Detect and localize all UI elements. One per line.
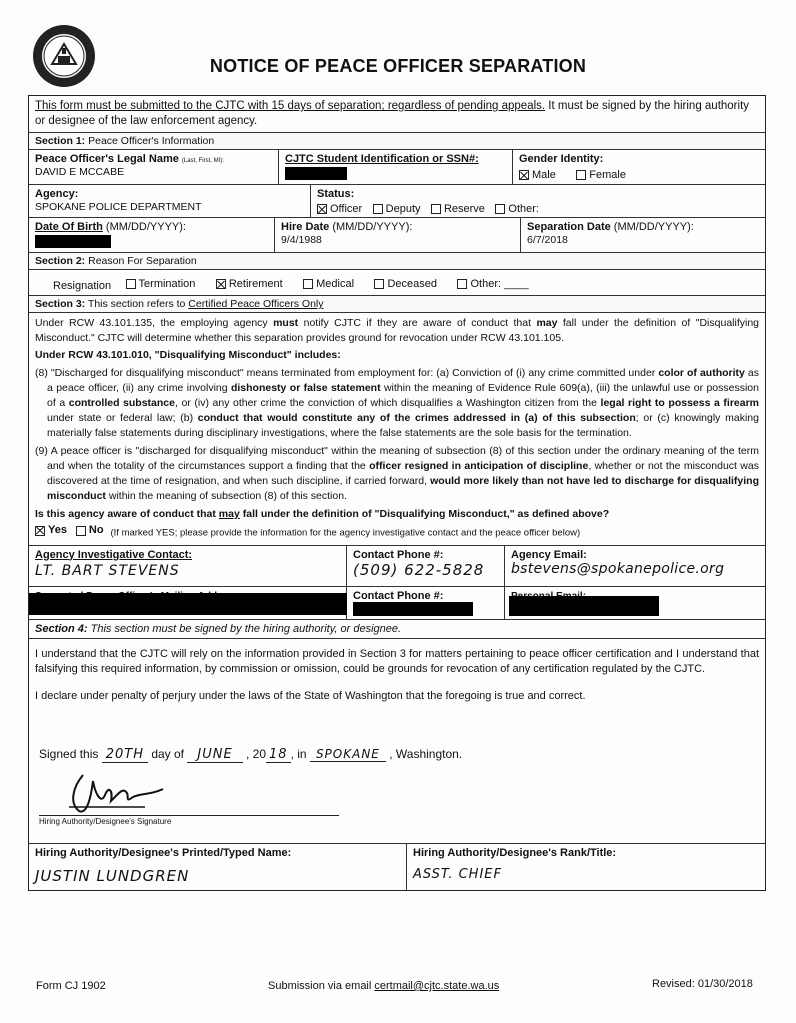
status-deputy-checkbox[interactable] — [373, 204, 383, 214]
separation-form — [28, 95, 766, 891]
officer-name-row — [29, 150, 765, 185]
status-reserve-checkbox[interactable] — [431, 204, 441, 214]
personal-email-cell — [505, 587, 765, 619]
signed-date-line: Signed this 20TH day of JUNE , 20 18 , in SPOKANE , Washington. — [39, 746, 463, 762]
signature-caption: Hiring Authority/Designee's Signature — [39, 815, 339, 826]
signed-month-value[interactable]: JUNE — [187, 747, 242, 763]
section-3-heading: Section 3: This section refers to Certified Peace Officers Only — [29, 296, 765, 313]
misconduct-answer: Yes No (If marked YES; please provide the information for the agency investigative contact and the peace officer below) — [29, 523, 765, 541]
reason-termination-checkbox[interactable] — [126, 279, 136, 289]
status-officer-checkbox[interactable] — [317, 204, 327, 214]
signed-day-value[interactable]: 20TH — [102, 747, 148, 763]
redacted-officer-phone — [353, 602, 473, 616]
hire-date-value[interactable]: 9/4/1988 — [281, 234, 322, 246]
officer-phone-cell: Contact Phone #: — [347, 587, 505, 619]
legal-name-cell: Peace Officer's Legal Name (Last, First, MI): DAVID E MCCABE — [29, 150, 279, 184]
signed-year-value[interactable]: 18 — [266, 747, 291, 763]
subsection-9: (9) A peace officer is "discharged for disqualifying misconduct" within the meaning of subsection (8) of this section under the ordinary meaning of the term and when the totality of the circumstances support a finding that the officer resigned in anticipation of discipline, whether or not the misconduct was discovered at the time of resignation, and when such discipline, if carried forward, would more likely than not have led to discharge for disqualifying misconduct within the meaning of subsection (8) of this section. — [35, 445, 759, 502]
status-cell: Status: Officer Deputy Reserve Other: — [317, 188, 539, 215]
officer-contact-row — [29, 587, 765, 620]
mailing-address-cell — [29, 587, 347, 619]
redacted-personal-email — [509, 596, 659, 616]
hire-date-cell: Hire Date (MM/DD/YYYY): 9/4/1988 — [275, 218, 521, 252]
printed-name-value[interactable]: JUSTIN LUNDGREN — [35, 866, 190, 885]
form-intro: This form must be submitted to the CJTC with 15 days of separation; regardless of pending appeals. It must be signed by the hiring authority or designee of the law enforcement agency. — [29, 96, 765, 133]
signature-image — [65, 767, 175, 817]
reason-other-checkbox[interactable] — [457, 279, 467, 289]
reason-deceased-checkbox[interactable] — [374, 279, 384, 289]
rank-title-cell: Hiring Authority/Designee's Rank/Title: ASST. CHIEF — [407, 844, 765, 890]
dob-cell: Date Of Birth (MM/DD/YYYY): — [29, 218, 275, 252]
investigative-contact-row — [29, 546, 765, 587]
submission-note: Submission via email certmail@cjtc.state.wa.us — [268, 980, 500, 992]
section-4-body — [29, 647, 765, 844]
printed-name-row — [29, 844, 765, 890]
redacted-mailing-address — [29, 593, 347, 615]
rcw-135-paragraph: Under RCW 43.101.135, the employing agency must notify CJTC if they are aware of conduct that may fall under the definition of "Disqualifying Misconduct." CJTC will determine whether this separation provides ground for revocation under RCW 43.101.105. — [35, 317, 760, 344]
status-other-checkbox[interactable] — [495, 204, 505, 214]
agency-cell: Agency: SPOKANE POLICE DEPARTMENT — [29, 185, 311, 217]
perjury-statement: I declare under penalty of perjury under the laws of the State of Washington that the foregoing is true and correct. — [35, 689, 586, 702]
answer-no-checkbox[interactable] — [76, 526, 86, 536]
separation-reason-row: Resignation Termination Retirement Medical Deceased Other: ____ — [29, 270, 765, 296]
gender-cell: Gender Identity: Male Female — [519, 153, 626, 181]
inv-contact-cell: Agency Investigative Contact: LT. BART STEVENS — [29, 546, 347, 586]
revised-date: Revised: 01/30/2018 — [652, 978, 753, 990]
agency-status-row — [29, 185, 765, 218]
printed-name-cell: Hiring Authority/Designee's Printed/Typed Name: JUSTIN LUNDGREN — [29, 844, 407, 890]
section-1-heading: Section 1: Peace Officer's Information — [29, 133, 765, 150]
answer-yes-checkbox[interactable] — [35, 526, 45, 536]
separation-date-value[interactable]: 6/7/2018 — [527, 234, 568, 246]
subsection-8: (8) "Discharged for disqualifying misconduct" means terminated from employment for: (a) Conviction of (i) any crime committed under color of authority as a peace officer, (ii) any crime involving dishonesty or false statement within the meaning of Evidence Rule 609(a), (iii) the unlawful use or possession of a controlled substance, or (iv) any other crime the conviction of which disqualifies a Washington citizen from the legal right to possess a firearm under state or federal law; (b) conduct that would constitute any of the crimes addressed in (a) of this subsection; or (c) knowingly making materially false statements during disciplinary investigations, where the false statements are the sole basis for the termination. — [35, 367, 760, 439]
dates-row — [29, 218, 765, 253]
section-3-body — [29, 313, 765, 546]
rank-title-value[interactable]: ASST. CHIEF — [413, 866, 502, 882]
separation-date-cell: Separation Date (MM/DD/YYYY): 6/7/2018 — [521, 218, 765, 252]
inv-contact-value[interactable]: LT. BART STEVENS — [35, 562, 180, 579]
form-id: Form CJ 1902 — [36, 980, 106, 992]
misconduct-question: Is this agency aware of conduct that may fall under the definition of "Disqualifying Misconduct," as defined above? — [35, 508, 610, 520]
agency-value[interactable]: SPOKANE POLICE DEPARTMENT — [35, 201, 202, 213]
student-id-cell: CJTC Student Identification or SSN#: — [279, 150, 513, 184]
reason-medical-checkbox[interactable] — [303, 279, 313, 289]
agency-email-cell: Agency Email: bstevens@spokanepolice.org — [505, 546, 765, 586]
contact-phone-value[interactable]: (509) 622-5828 — [353, 560, 485, 579]
contact-phone-cell: Contact Phone #: (509) 622-5828 — [347, 546, 505, 586]
submission-email-link[interactable]: certmail@cjtc.state.wa.us — [374, 980, 500, 992]
legal-name-value[interactable]: DAVID E MCCABE — [35, 166, 125, 178]
certification-statement: I understand that the CJTC will rely on the information provided in Section 3 for matters pertaining to peace officer certification and I understand that falsifying this required information, by commission or omission, could be grounds for revocation of any certification regulated by the CJTC. — [35, 647, 759, 675]
agency-email-value[interactable]: bstevens@spokanepolice.org — [511, 560, 725, 577]
section-2-heading: Section 2: Reason For Separation — [29, 253, 765, 270]
rcw-010-heading: Under RCW 43.101.010, "Disqualifying Misconduct" includes: — [35, 349, 341, 361]
reason-retirement-checkbox[interactable] — [216, 279, 226, 289]
gender-female-checkbox[interactable] — [576, 170, 586, 180]
section-4-heading: Section 4: This section must be signed by the hiring authority, or designee. — [29, 620, 765, 639]
redacted-dob — [35, 235, 111, 248]
redacted-student-id — [285, 167, 347, 180]
page-title: NOTICE OF PEACE OFFICER SEPARATION — [209, 56, 587, 76]
gender-male-checkbox[interactable] — [519, 170, 529, 180]
reason-resignation: Resignation — [53, 280, 112, 292]
signed-city-value[interactable]: SPOKANE — [310, 747, 386, 762]
